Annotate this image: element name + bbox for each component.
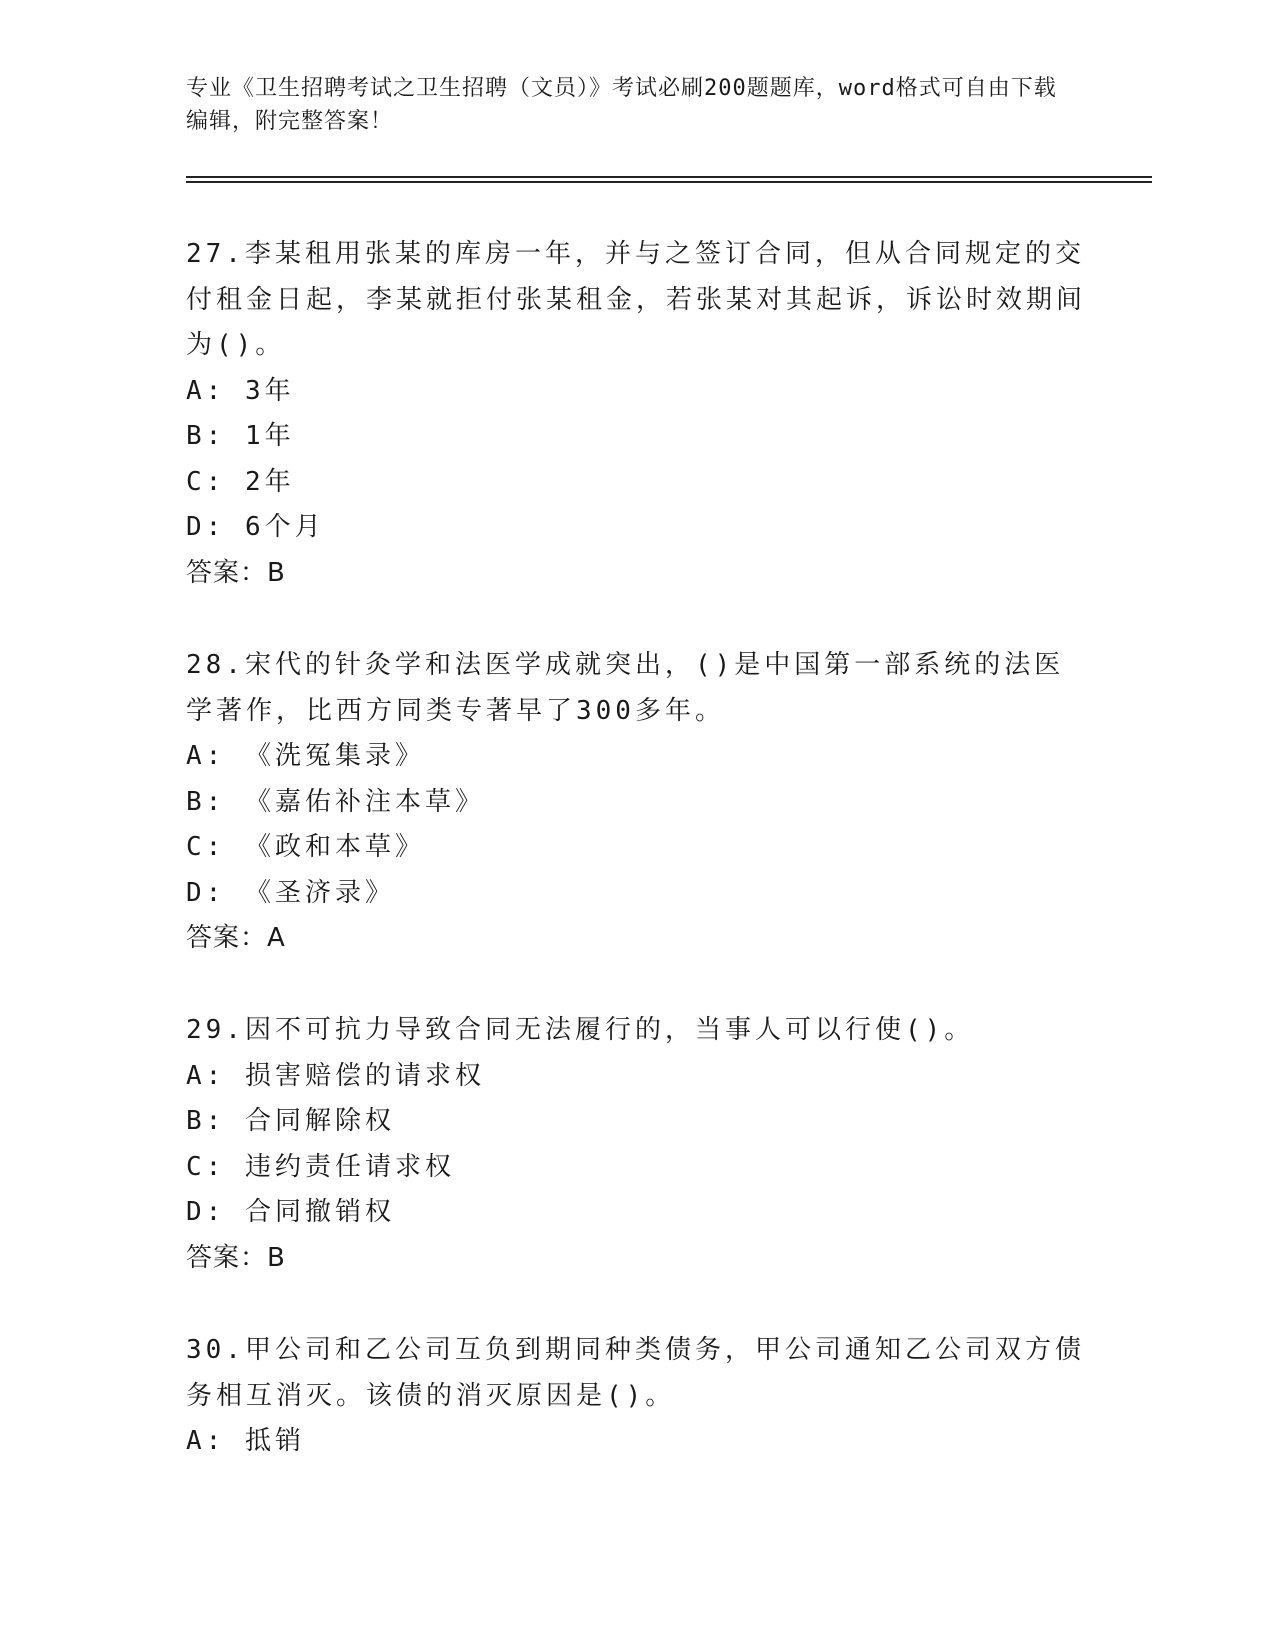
option-b: B: 1年: [186, 421, 295, 451]
question-stem: 28.宋代的针灸学和法医学成就突出，()是中国第一部系统的法医学著作，比西方同类专著早了300多年。: [186, 650, 1065, 726]
answer-line: 答案：B: [186, 1242, 286, 1273]
question-stem: 27.李某租用张某的库房一年，并与之签订合同，但从合同规定的交付租金日起，李某就拒付张某租金，若张某对其起诉，诉讼时效期间为()。: [186, 239, 1087, 360]
option-b: B: 《嘉佑补注本草》: [186, 786, 485, 817]
option-a: A: 损害赔偿的请求权: [186, 1060, 485, 1091]
option-d: D: 《圣济录》: [186, 877, 395, 908]
answer-line: 答案：B: [186, 557, 286, 588]
question-28: [186, 643, 1086, 962]
option-d: D: 6个月: [186, 512, 325, 542]
question-27: [186, 232, 1086, 596]
question-29: [186, 1008, 1086, 1281]
option-a: A: 抵销: [186, 1426, 305, 1456]
answer-line: 答案：A: [186, 923, 286, 953]
question-30: [186, 1328, 1086, 1465]
option-c: C: 2年: [186, 466, 295, 497]
document-header: 专业《卫生招聘考试之卫生招聘（文员）》考试必刷200题题库，word格式可自由下载编辑，附完整答案！: [186, 76, 1057, 134]
header-divider-top: [186, 176, 1152, 178]
option-b: B: 合同解除权: [186, 1106, 395, 1136]
option-a: A: 3年: [186, 375, 295, 406]
header-divider-bottom: [186, 181, 1152, 183]
option-c: C: 《政和本草》: [186, 832, 425, 862]
option-a: A: 《洗冤集录》: [186, 741, 425, 771]
question-stem: 30.甲公司和乙公司互负到期同种类债务，甲公司通知乙公司双方债务相互消灭。该债的消灭原因是()。: [186, 1335, 1085, 1411]
option-d: D: 合同撤销权: [186, 1197, 395, 1227]
option-c: C: 违约责任请求权: [186, 1151, 455, 1182]
question-stem: 29.因不可抗力导致合同无法履行的，当事人可以行使()。: [186, 1015, 975, 1045]
